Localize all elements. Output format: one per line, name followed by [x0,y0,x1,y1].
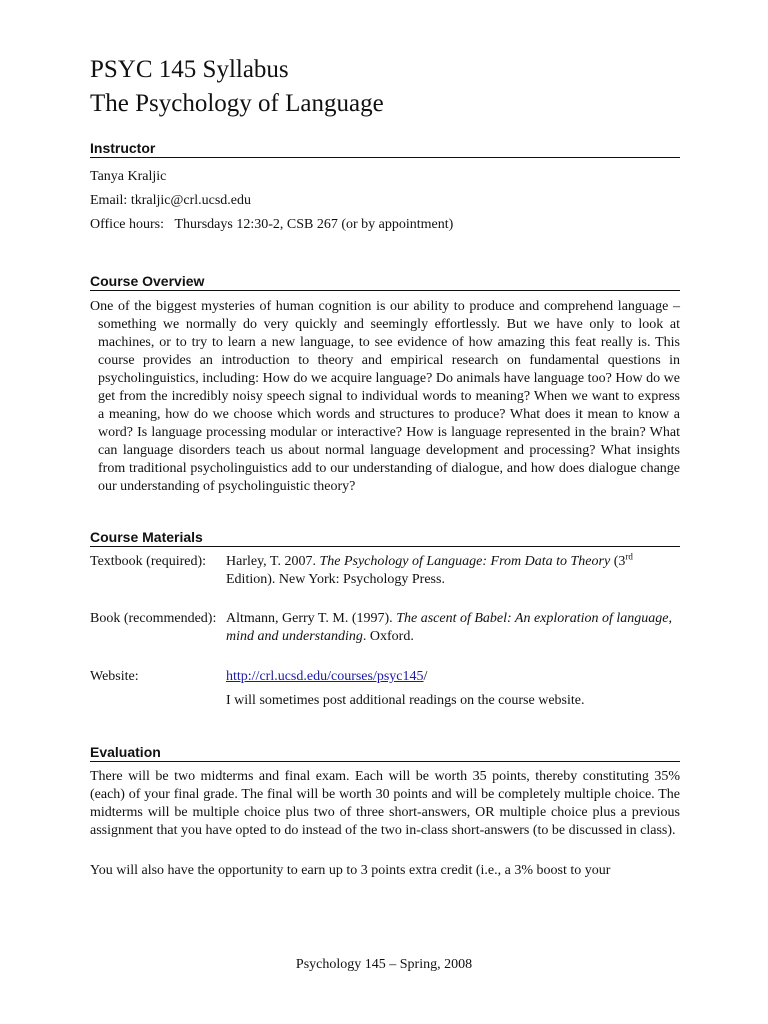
book-title: The ascent of Babel: An exploration of language, mind and understanding [226,611,672,644]
overview-text: One of the biggest mysteries of human cognition is our ability to produce and comprehend language – something we normally do very quickly and seemingly effortlessly. But we have only to look at machines, or to try to learn a new language, to see evidence of how amazing this feat really is. This course provides an introduction to theory and empirical research on fundamental questions in psycholinguistics, including: How do we acquire language? Do animals have language too? How do we get from the incredibly noisy speech signal to individual words to meaning? When we want to express a meaning, how do we choose which words and structures to produce? What does it mean to know a word? Is language processing modular or interactive? How is language represented in the brain? What can language disorders teach us about normal language development and processing? What insights from traditional psycholinguistics add to our understanding of dialogue, and how does dialogue change our understanding of psycholinguistic theory? [90,299,680,494]
office-hours-label: Office hours: [90,217,164,232]
instructor-section [90,140,680,237]
evaluation-section [90,744,680,880]
textbook-label: Textbook (required): [90,554,207,569]
book-citation [226,610,680,646]
textbook-author: Harley, T. 2007. [226,554,320,569]
overview-heading: Course Overview [90,273,680,291]
website-label: Website: [90,669,139,684]
website-info [226,668,680,710]
page-title: PSYC 145 Syllabus [90,56,289,83]
evaluation-para-2: You will also have the opportunity to earn up to 3 points extra credit (i.e., a 3% boost to your [90,863,611,878]
website-note: I will sometimes post additional readings on the course website. [226,693,585,708]
book-publisher: . Oxford. [362,629,414,644]
instructor-name: Tanya Kraljic [90,169,167,184]
textbook-publisher: Edition). New York: Psychology Press. [226,572,445,587]
book-row [90,610,680,646]
website-row [90,668,680,710]
textbook-row [90,553,680,589]
office-hours [90,213,680,237]
syllabus-page [90,0,680,880]
overview-section [90,273,680,496]
book-author: Altmann, Gerry T. M. (1997). [226,611,397,626]
textbook-edition-sup: rd [625,551,633,562]
instructor-email: Email: tkraljic@crl.ucsd.edu [90,193,252,208]
page-footer: Psychology 145 – Spring, 2008 [295,957,473,972]
textbook-edition: (3 [610,554,626,569]
book-label: Book (recommended): [90,611,217,626]
instructor-heading: Instructor [90,140,680,158]
evaluation-para-1: There will be two midterms and final exam. Each will be worth 35 points, thereby constituting 35% (each) of your final grade. The final will be worth 30 points and will be completely multiple choice. The midterms will be multiple choice plus two of three short-answers, OR multiple choice plus a previous assignment that you have opted to do instead of the two in-class short-answers (to be discussed in class). [90,769,680,838]
evaluation-heading: Evaluation [90,744,680,762]
website-link[interactable]: http://crl.ucsd.edu/courses/psyc145 [226,669,424,684]
office-hours-value: Thursdays 12:30-2, CSB 267 (or by appointment) [174,217,454,232]
materials-heading: Course Materials [90,529,680,547]
materials-section [90,529,680,710]
page-subtitle: The Psychology of Language [90,90,384,117]
website-slash: / [423,669,428,684]
textbook-citation [226,553,680,589]
textbook-title: The Psychology of Language: From Data to Theory [319,554,611,569]
